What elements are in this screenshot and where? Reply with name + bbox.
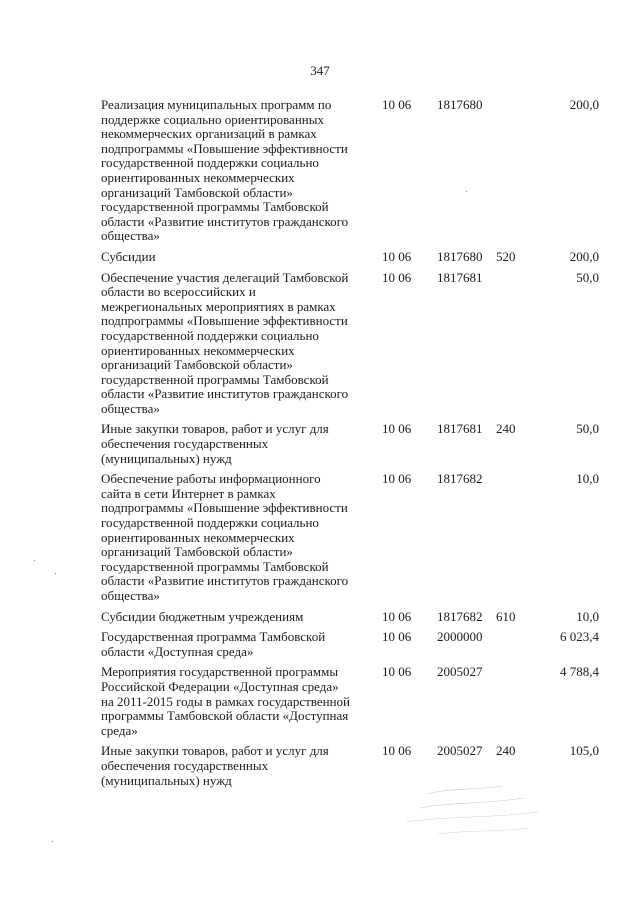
table-row — [101, 250, 607, 265]
row-section-code: 10 06 — [382, 629, 412, 645]
row-amount: 10,0 — [576, 608, 599, 624]
row-amount: 6 023,4 — [560, 629, 599, 645]
row-target-code: 1817680 — [437, 97, 483, 112]
row-section-code: 10 06 — [382, 743, 412, 759]
budget-table — [101, 98, 607, 794]
stamp-scribble — [398, 772, 546, 850]
row-target-code: 2000000 — [437, 629, 483, 645]
row-amount: 200,0 — [569, 97, 599, 112]
faint-stamp-imprint — [398, 772, 546, 850]
row-name: Обеспечение работы информационного сайта в сети Интернет в рамках подпрограммы «Повышение эффективности государственной поддержки социально ориентированных некоммерческих организаций Тамбовской области» государственной программы Тамбовской области «Развитие институтов гражданского общества» — [101, 471, 349, 603]
row-target-code: 1817682 — [437, 608, 483, 624]
row-target-code: 1817681 — [437, 421, 483, 437]
row-section-code: 10 06 — [382, 608, 412, 624]
row-name: Иные закупки товаров, работ и услуг для обеспечения государственных (муниципальных) нужд — [101, 743, 329, 788]
scan-speck — [52, 841, 53, 842]
row-section-code: 10 06 — [382, 421, 412, 437]
row-section-code: 10 06 — [382, 664, 412, 680]
table-row — [101, 98, 607, 244]
row-amount: 10,0 — [576, 471, 599, 487]
row-section-code: 10 06 — [382, 97, 412, 112]
row-target-code: 1817680 — [437, 248, 483, 264]
row-target-code: 2005027 — [437, 664, 483, 680]
row-name: Государственная программа Тамбовской области «Доступная среда» — [101, 629, 326, 659]
row-amount: 50,0 — [576, 269, 599, 285]
row-name: Субсидии бюджетным учреждениям — [101, 608, 304, 624]
row-amount: 200,0 — [569, 248, 599, 264]
scan-speck — [55, 573, 56, 574]
row-amount: 50,0 — [576, 421, 599, 437]
row-name: Иные закупки товаров, работ и услуг для обеспечения государственных (муниципальных) нужд — [101, 421, 329, 466]
scan-speck — [466, 191, 467, 192]
row-expense-code: 240 — [496, 421, 516, 437]
row-expense-code: 240 — [496, 743, 516, 759]
row-amount: 105,0 — [569, 743, 599, 759]
table-row — [101, 630, 607, 659]
table-row — [101, 610, 607, 625]
row-expense-code: 610 — [496, 608, 516, 624]
row-section-code: 10 06 — [382, 248, 412, 264]
row-target-code: 2005027 — [437, 743, 483, 759]
table-row — [101, 665, 607, 738]
row-name: Реализация муниципальных программ по поддержке социально ориентированных некоммерческих организаций в рамках подпрограммы «Повышение эффективности государственной поддержки социально ориентированных некоммерческих организаций Тамбовской области» государственной программы Тамбовской области «Развитие институтов гражданского общества» — [101, 97, 349, 244]
row-expense-code: 520 — [496, 248, 516, 264]
scan-speck — [34, 560, 35, 561]
table-row — [101, 271, 607, 417]
row-target-code: 1817682 — [437, 471, 483, 487]
table-row — [101, 422, 607, 466]
row-name: Обеспечение участия делегаций Тамбовской области во всероссийских и межрегиональных мероприятиях в рамках подпрограммы «Повышение эффективности государственной поддержки социально ориентированных некоммерческих организаций Тамбовской области» государственной программы Тамбовской области «Развитие институтов гражданского общества» — [101, 269, 349, 416]
row-section-code: 10 06 — [382, 269, 412, 285]
row-section-code: 10 06 — [382, 471, 412, 487]
row-target-code: 1817681 — [437, 269, 483, 285]
row-amount: 4 788,4 — [560, 664, 599, 680]
row-name: Мероприятия государственной программы Российской Федерации «Доступная среда» на 2011-2015 годы в рамках государственной программы Тамбовской области «Доступная среда» — [101, 664, 350, 738]
row-name: Субсидии — [101, 248, 156, 264]
page-number: 347 — [310, 63, 330, 78]
table-row — [101, 472, 607, 603]
